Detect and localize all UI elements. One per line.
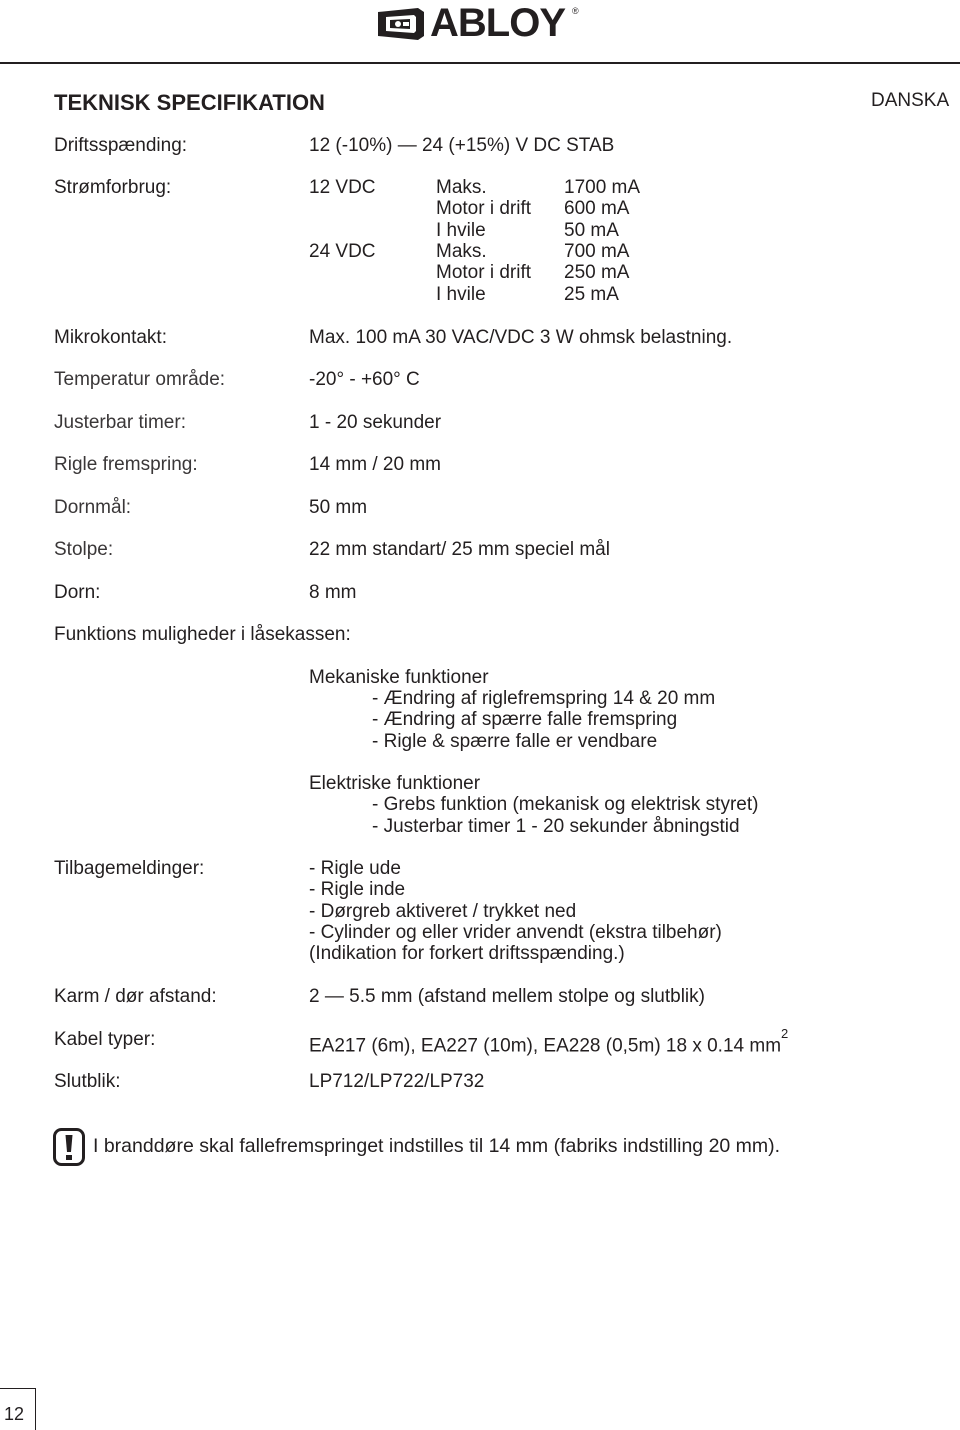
- el-item: - Justerbar timer 1 - 20 sekunder åbningstid: [372, 816, 740, 837]
- funk-label: Funktions muligheder i låsekassen:: [54, 624, 351, 645]
- strom-mode: I hvile: [436, 284, 486, 305]
- page-number-box: [0, 1388, 36, 1430]
- strom-mode: Motor i drift: [436, 198, 532, 219]
- stolpe-value: 22 mm standart/ 25 mm speciel mål: [309, 539, 610, 560]
- dornmaal-value: 50 mm: [309, 497, 368, 518]
- dorn-label: Dorn:: [54, 582, 101, 603]
- strom-volt: 24 VDC: [309, 241, 376, 262]
- language-label: DANSKA: [871, 90, 950, 111]
- dorn-value: 8 mm: [309, 582, 357, 603]
- drift-label: Driftsspænding:: [54, 135, 188, 156]
- kabel-value: [309, 1026, 789, 1057]
- strom-value: 250 mA: [564, 262, 630, 283]
- temp-label: Temperatur område:: [54, 369, 226, 390]
- tilbage-item: - Rigle inde: [309, 879, 406, 900]
- brand-name: ABLOY: [430, 1, 565, 45]
- kabel-label: Kabel typer:: [54, 1029, 156, 1050]
- strom-label: Strømforbrug:: [54, 177, 172, 198]
- mikro-value: Max. 100 mA 30 VAC/VDC 3 W ohmsk belastning.: [309, 327, 733, 348]
- tilbage-item: (Indikation for forkert driftsspænding.): [309, 943, 625, 964]
- kabel-text: EA217 (6m), EA227 (10m), EA228 (0,5m) 18 x 0.14 mm: [309, 1035, 782, 1057]
- strom-value: 700 mA: [564, 241, 630, 262]
- tilbage-item: - Rigle ude: [309, 858, 401, 879]
- strom-mode: Motor i drift: [436, 262, 532, 283]
- page-title: TEKNISK SPECIFIKATION: [54, 90, 325, 115]
- strom-mode: Maks.: [436, 241, 487, 262]
- slut-value: LP712/LP722/LP732: [309, 1071, 485, 1092]
- strom-value: 25 mA: [564, 284, 619, 305]
- strom-value: 1700 mA: [564, 177, 641, 198]
- warning-text: I branddøre skal fallefremspringet indstilles til 14 mm (fabriks indstilling 20 mm).: [93, 1135, 781, 1157]
- dornmaal-label: Dornmål:: [54, 497, 132, 518]
- temp-value: -20° - +60° C: [309, 369, 420, 390]
- stolpe-label: Stolpe:: [54, 539, 114, 560]
- page-number: 12: [4, 1404, 25, 1424]
- el-heading: Elektriske funktioner: [309, 773, 481, 794]
- strom-mode: I hvile: [436, 220, 486, 241]
- slut-label: Slutblik:: [54, 1071, 121, 1092]
- kabel-superscript: 2: [781, 1026, 789, 1041]
- abloy-logo: [376, 1, 586, 45]
- header-rule: [0, 62, 960, 64]
- strom-value: 600 mA: [564, 198, 630, 219]
- tilbage-item: - Cylinder og eller vrider anvendt (ekstra tilbehør): [309, 922, 722, 943]
- strom-volt: 12 VDC: [309, 177, 376, 198]
- tilbage-item: - Dørgreb aktiveret / trykket ned: [309, 901, 577, 922]
- el-item: - Grebs funktion (mekanisk og elektrisk styret): [372, 794, 759, 815]
- mek-item: - Ændring af riglefremspring 14 & 20 mm: [372, 688, 716, 709]
- rigle-label: Rigle fremspring:: [54, 454, 198, 475]
- mikro-label: Mikrokontakt:: [54, 327, 167, 348]
- strom-value: 50 mA: [564, 220, 619, 241]
- strom-mode: Maks.: [436, 177, 487, 198]
- mek-heading: Mekaniske funktioner: [309, 667, 489, 688]
- karm-label: Karm / dør afstand:: [54, 986, 217, 1007]
- timer-value: 1 - 20 sekunder: [309, 412, 442, 433]
- karm-value: 2 — 5.5 mm (afstand mellem stolpe og slutblik): [309, 986, 705, 1007]
- timer-label: Justerbar timer:: [54, 412, 186, 433]
- tilbage-label: Tilbagemeldinger:: [54, 858, 205, 879]
- mek-item: - Rigle & spærre falle er vendbare: [372, 731, 658, 752]
- exclamation-icon: [53, 1128, 85, 1166]
- rigle-value: 14 mm / 20 mm: [309, 454, 441, 475]
- drift-value: 12 (-10%) — 24 (+15%) V DC STAB: [309, 135, 615, 156]
- mek-item: - Ændring af spærre falle fremspring: [372, 709, 678, 730]
- registered-mark: ®: [572, 6, 579, 16]
